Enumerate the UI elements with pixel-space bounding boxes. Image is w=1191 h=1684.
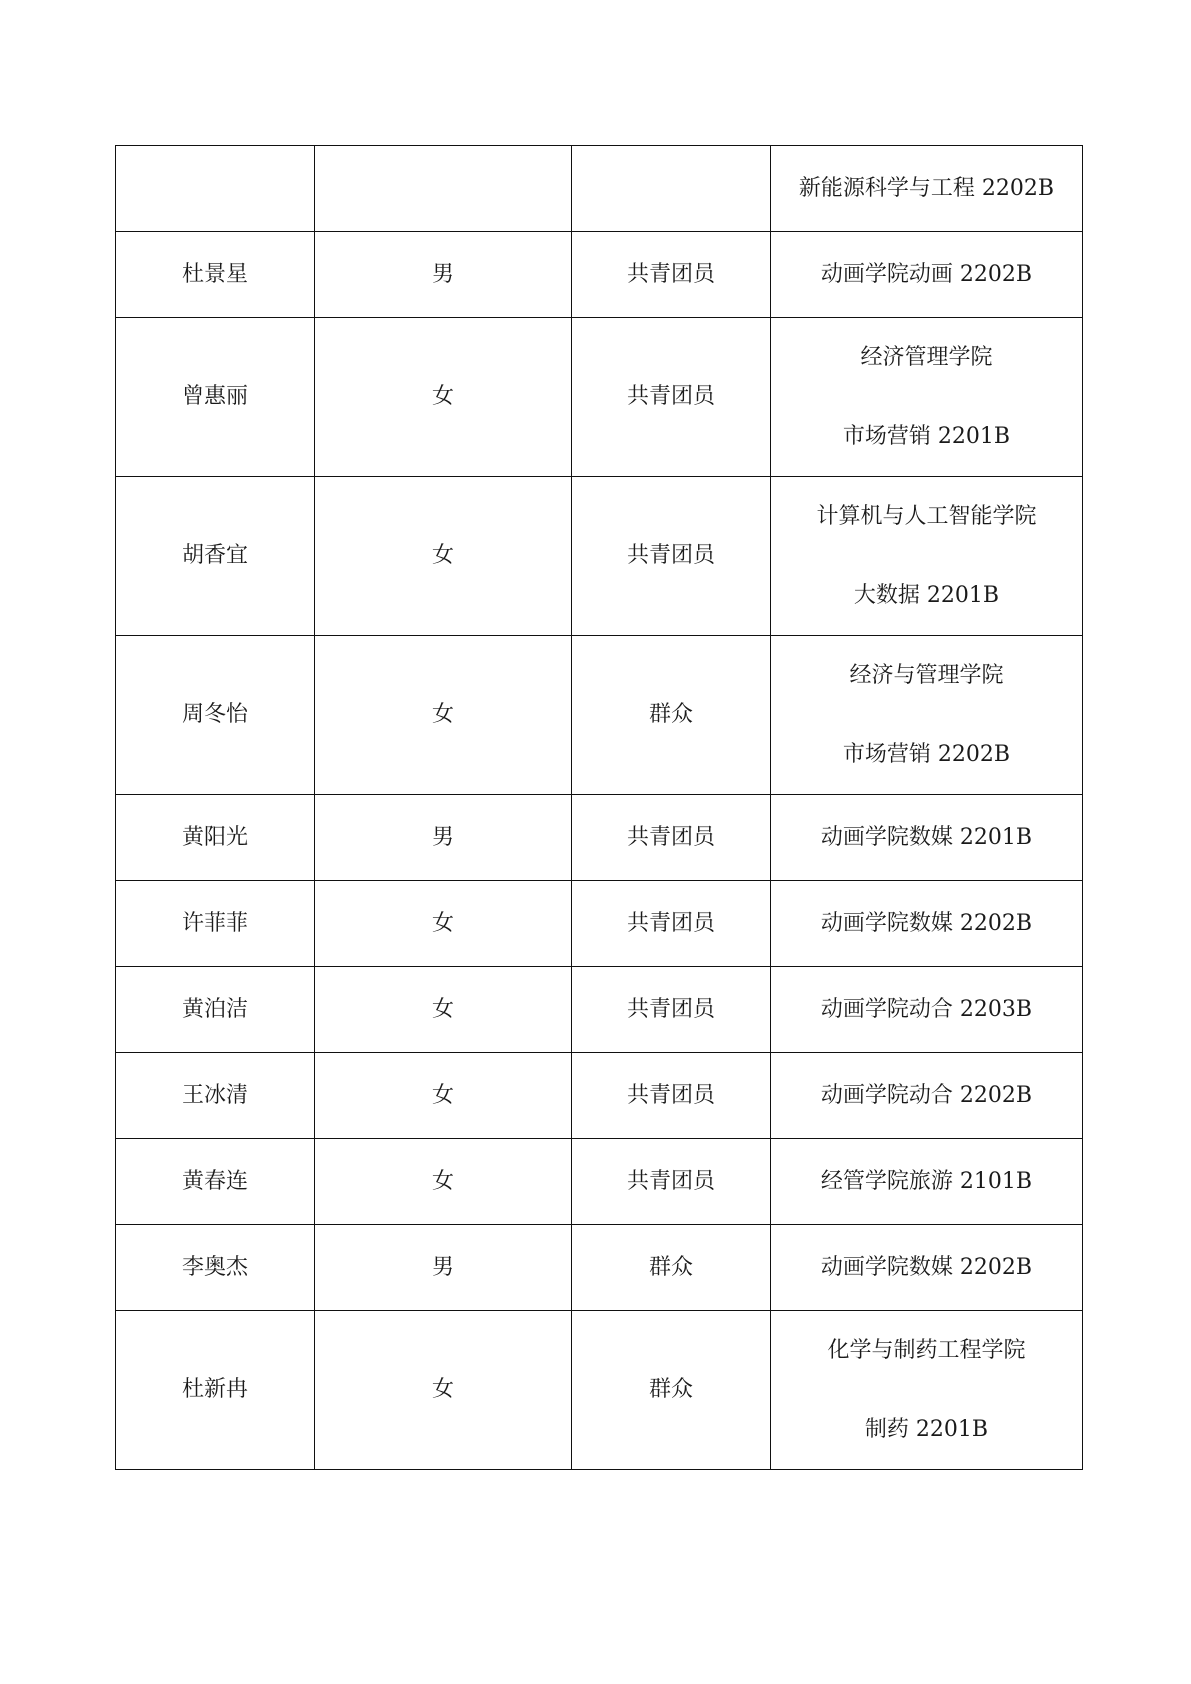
table-row xyxy=(116,1139,1083,1225)
unit-cell xyxy=(771,636,1083,795)
political-status-cell: 共青团员 xyxy=(572,967,771,1053)
unit-cell xyxy=(771,1311,1083,1470)
unit-line: 市场营销 2202B xyxy=(842,742,1011,767)
member-table xyxy=(115,145,1083,1470)
political-status-cell: 群众 xyxy=(572,1225,771,1311)
unit-line: 化学与制药工程学院 xyxy=(827,1338,1026,1363)
gender-cell: 女 xyxy=(315,636,572,795)
gender-cell: 男 xyxy=(315,232,572,318)
unit-line: 动画学院动合 2202B xyxy=(820,1083,1033,1108)
gender-cell: 女 xyxy=(315,1053,572,1139)
political-status-cell: 共青团员 xyxy=(572,795,771,881)
name-cell xyxy=(116,146,315,232)
political-status-cell: 共青团员 xyxy=(572,1139,771,1225)
unit-line: 经济管理学院 xyxy=(860,345,993,370)
unit-line: 动画学院动画 2202B xyxy=(820,262,1033,287)
name-cell: 杜新冉 xyxy=(116,1311,315,1470)
unit-cell xyxy=(771,881,1083,967)
unit-line: 计算机与人工智能学院 xyxy=(816,504,1037,529)
gender-cell: 女 xyxy=(315,318,572,477)
unit-cell xyxy=(771,318,1083,477)
name-cell: 黄泊洁 xyxy=(116,967,315,1053)
table-row xyxy=(116,636,1083,795)
gender-cell xyxy=(315,146,572,232)
unit-line: 动画学院数媒 2201B xyxy=(820,825,1033,850)
political-status-cell: 群众 xyxy=(572,636,771,795)
name-cell: 王冰清 xyxy=(116,1053,315,1139)
unit-cell xyxy=(771,1053,1083,1139)
unit-line: 新能源科学与工程 2202B xyxy=(798,176,1055,201)
name-cell: 杜景星 xyxy=(116,232,315,318)
unit-line: 大数据 2201B xyxy=(853,583,1000,608)
unit-line: 市场营销 2201B xyxy=(842,424,1011,449)
political-status-cell: 共青团员 xyxy=(572,232,771,318)
table-row xyxy=(116,146,1083,232)
gender-cell: 女 xyxy=(315,1139,572,1225)
table-row xyxy=(116,1225,1083,1311)
unit-cell xyxy=(771,1139,1083,1225)
unit-cell xyxy=(771,146,1083,232)
table-row xyxy=(116,318,1083,477)
unit-line: 经管学院旅游 2101B xyxy=(820,1169,1033,1194)
gender-cell: 女 xyxy=(315,477,572,636)
political-status-cell xyxy=(572,146,771,232)
table-row xyxy=(116,1053,1083,1139)
unit-cell xyxy=(771,232,1083,318)
table-row xyxy=(116,881,1083,967)
unit-line: 制药 2201B xyxy=(864,1417,989,1442)
unit-cell xyxy=(771,477,1083,636)
gender-cell: 女 xyxy=(315,1311,572,1470)
name-cell: 李奥杰 xyxy=(116,1225,315,1311)
unit-line: 动画学院动合 2203B xyxy=(820,997,1033,1022)
political-status-cell: 共青团员 xyxy=(572,881,771,967)
gender-cell: 男 xyxy=(315,795,572,881)
political-status-cell: 共青团员 xyxy=(572,477,771,636)
table-row xyxy=(116,1311,1083,1470)
name-cell: 胡香宜 xyxy=(116,477,315,636)
unit-line: 动画学院数媒 2202B xyxy=(820,911,1033,936)
name-cell: 曾惠丽 xyxy=(116,318,315,477)
unit-cell xyxy=(771,1225,1083,1311)
gender-cell: 男 xyxy=(315,1225,572,1311)
table-row xyxy=(116,967,1083,1053)
name-cell: 周冬怡 xyxy=(116,636,315,795)
name-cell: 黄春连 xyxy=(116,1139,315,1225)
table-row xyxy=(116,232,1083,318)
unit-line: 动画学院数媒 2202B xyxy=(820,1255,1033,1280)
name-cell: 黄阳光 xyxy=(116,795,315,881)
unit-line: 经济与管理学院 xyxy=(849,663,1004,688)
political-status-cell: 共青团员 xyxy=(572,1053,771,1139)
table-row xyxy=(116,477,1083,636)
political-status-cell: 群众 xyxy=(572,1311,771,1470)
gender-cell: 女 xyxy=(315,881,572,967)
unit-cell xyxy=(771,967,1083,1053)
unit-cell xyxy=(771,795,1083,881)
political-status-cell: 共青团员 xyxy=(572,318,771,477)
table-row xyxy=(116,795,1083,881)
name-cell: 许菲菲 xyxy=(116,881,315,967)
gender-cell: 女 xyxy=(315,967,572,1053)
member-table-body xyxy=(116,146,1083,1470)
